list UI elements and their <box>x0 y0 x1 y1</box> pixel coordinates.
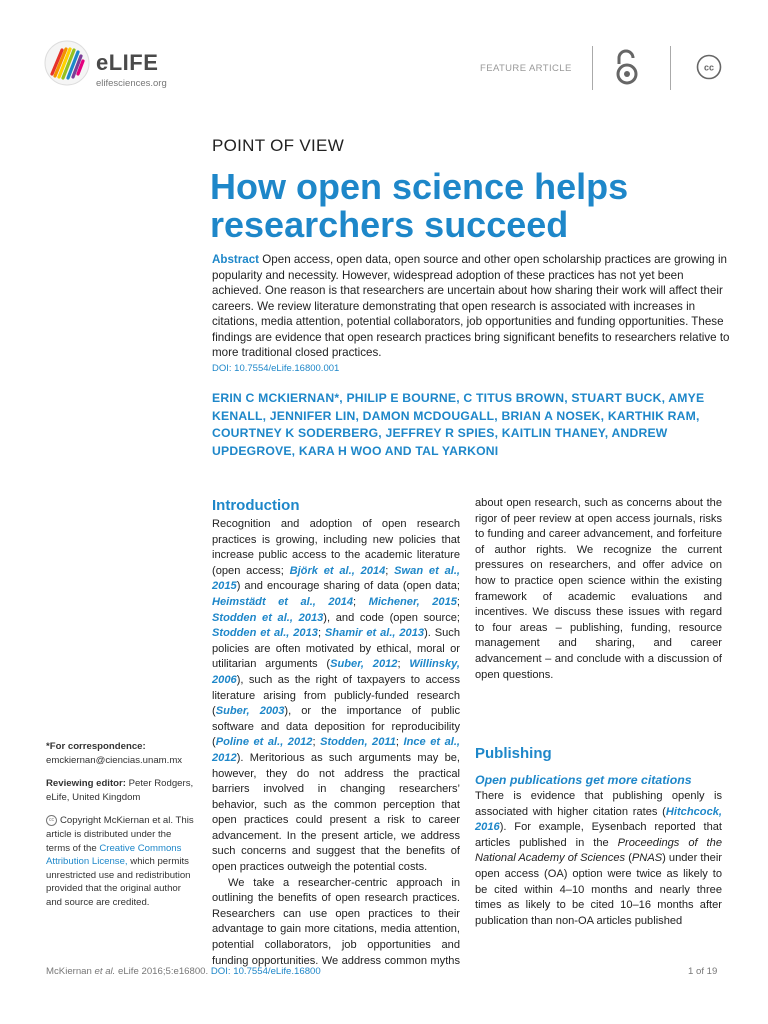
citation-link[interactable]: Shamir et al., 2013 <box>324 627 425 640</box>
author-list[interactable]: ERIN C MCKIERNAN*, PHILIP E BOURNE, C TITUS BROWN, STUART BUCK, AMYE KENALL, JENNIFER LIN, DAMON MCDOUGALL, BRIAN A NOSEK, KARTHIK RAM, COURTNEY K SODERBERG, JEFFREY R SPIES, KAITLIN THANEY, ANDREW UPDEGROVE, KARA H WOO AND TAL YARKONI <box>212 391 705 458</box>
article-title: How open science helps researchers succeed <box>210 166 629 245</box>
cc-icon-text: cc <box>703 62 715 73</box>
citation-link[interactable]: Stodden et al., 2013 <box>212 611 324 624</box>
creative-commons-icon <box>696 54 722 80</box>
text-run: ), such as the right of taxpayers to access literature arising from publicly-funded research ( <box>212 673 460 718</box>
text-run: Recognition and adoption of open research practices is growing, including new policies that increase public access to the academic literature (open access; <box>212 518 460 577</box>
text-run: There is evidence that publishing openly is associated with higher citation rates ( <box>475 790 722 818</box>
text-run: ( <box>625 852 632 865</box>
correspondence-email[interactable]: emckiernan@ciencias.unam.mx <box>46 754 183 766</box>
citation-link[interactable]: Michener, 2015 <box>368 595 457 608</box>
page-number: 1 of 19 <box>688 966 718 977</box>
italic-run: PNAS <box>631 852 663 865</box>
introduction-heading: Introduction <box>212 497 300 514</box>
brand-name[interactable]: eLIFE <box>96 50 159 75</box>
footer-journal: eLife 2016;5:e16800. <box>115 966 211 977</box>
text-run: ). For example, Eysenbach reported that articles published in the <box>475 821 722 849</box>
footer-doi-link[interactable]: DOI: 10.7554/eLife.16800 <box>210 966 321 977</box>
abstract-text: Open access, open data, open source and other open scholarship practices are growing in popularity and necessity. However, widespread adoption of these practices has not yet been achieved. One reason is that researchers are uncertain about how sharing their work will affect their careers. We review literature demonstrating that open research is associated with increases in citations, media attention, potential collaborators, job opportunities and funding opportunities. These findings are evidence that open research practices bring significant benefits to researchers relative to more traditional closed practices. <box>212 253 730 359</box>
abstract <box>212 252 732 361</box>
copyright-text: Copyright McKiernan et al. This article is distributed under the terms of the <box>46 815 194 854</box>
text-run: ), or the importance of public software and data deposition for reproducibility ( <box>212 705 461 749</box>
citation-link[interactable]: Stodden et al., 2013 <box>212 627 318 640</box>
open-access-icon <box>612 48 642 86</box>
license-text: which permits unrestricted use and redistribution provided that the original author and source are credited. <box>46 856 191 908</box>
publishing-subheading: Open publications get more citations <box>475 773 692 787</box>
section-label: POINT OF VIEW <box>212 136 345 155</box>
text-run: ) under their open access (OA) option were twice as likely to be cited within 4–10 months and nearly three times as likely to be cited 10–16 months after publication than non-OA articles published <box>475 852 722 927</box>
header-divider <box>670 46 671 90</box>
abstract-doi-link[interactable]: DOI: 10.7554/eLife.16800.001 <box>212 363 340 374</box>
intro-paragraph-2: We take a researcher-centric approach in outlining the benefits of open research practices. Researchers can use open practices to their advantage to gain more citations, media attention, potential collaborators, job opportunities and funding opportunities. We address common myths <box>212 876 460 967</box>
correspondence-label: *For correspondence: <box>46 741 146 752</box>
citation-link[interactable]: Ince et al., 2012 <box>212 736 460 764</box>
text-run: ; <box>312 736 321 749</box>
text-run: ; <box>456 595 460 608</box>
publishing-heading: Publishing <box>475 745 552 762</box>
intro-paragraph-2-continued <box>475 496 722 730</box>
text-run: ; <box>397 658 410 671</box>
sidebar-notes <box>46 740 196 920</box>
citation-link[interactable]: Hitchcock, 2016 <box>475 805 722 834</box>
abstract-label: Abstract <box>212 253 260 266</box>
citation-link[interactable]: Poline et al., 2012 <box>215 736 313 749</box>
citation-link[interactable]: Suber, 2003 <box>215 705 285 718</box>
intro-paragraph-1 <box>212 517 460 876</box>
text-run: ) and encourage sharing of data (open data; <box>236 580 460 593</box>
intro-paragraph-2-text: about open research, such as concerns about the rigor of peer review at open access journals, risks to funding and career advancement, and forfeiture of author rights. We recognize the current pressures on researchers, and offer advice on how to practice open science within the existing framework of academic evaluations and incentives. We discuss these issues with regard to four areas – publishing, funding, resource management and sharing, and career advancement – and conclude with a discussion of open questions. <box>475 496 722 681</box>
body-column-right <box>475 496 722 929</box>
feature-article-label: FEATURE ARTICLE <box>480 63 572 74</box>
publishing-paragraph-1 <box>475 789 722 929</box>
text-run: ). Meritorious as such arguments may be, however, they do not address the practical barriers involved in changing researchers’ behavior, such as the common perception that open practices could present a risk to career advancement. In the present article, we address such concerns and suggest that the benefits of open practices outweigh the potential costs. <box>212 751 460 874</box>
reviewing-editor-label: Reviewing editor: <box>46 778 126 790</box>
footer-etal: et al. <box>94 966 116 977</box>
citation-link[interactable]: Swan et al., 2015 <box>212 564 460 593</box>
citation-link[interactable]: Suber, 2012 <box>330 658 398 671</box>
elife-logo-icon[interactable] <box>44 40 90 86</box>
citation-link[interactable]: Björk et al., 2014 <box>289 564 386 577</box>
header-divider <box>592 46 593 90</box>
citation-link[interactable]: Heimstädt et al., 2014 <box>212 595 354 608</box>
footer-authors: McKiernan <box>46 966 95 977</box>
copyright-cc-icon: cc <box>46 815 57 826</box>
text-run: ; <box>353 595 369 608</box>
text-run: ), and code (open source; <box>323 611 460 624</box>
italic-run: Proceedings of the National Academy of Sciences <box>475 836 722 865</box>
text-run: ; <box>385 564 395 577</box>
text-run: ; <box>317 627 325 640</box>
body-column-left <box>212 496 460 969</box>
text-run: ). Such policies are often motivated by ethical, moral or utilitarian arguments ( <box>212 627 460 671</box>
reviewing-editor: Peter Rodgers, eLife, United Kingdom <box>46 778 194 803</box>
license-link[interactable]: Creative Commons Attribution License, <box>46 842 182 868</box>
footer-citation <box>46 966 321 977</box>
brand-url[interactable]: elifesciences.org <box>96 78 167 89</box>
citation-link[interactable]: Stodden, 2011 <box>320 736 396 749</box>
text-run: ; <box>395 736 404 749</box>
citation-link[interactable]: Willinsky, 2006 <box>212 658 460 686</box>
